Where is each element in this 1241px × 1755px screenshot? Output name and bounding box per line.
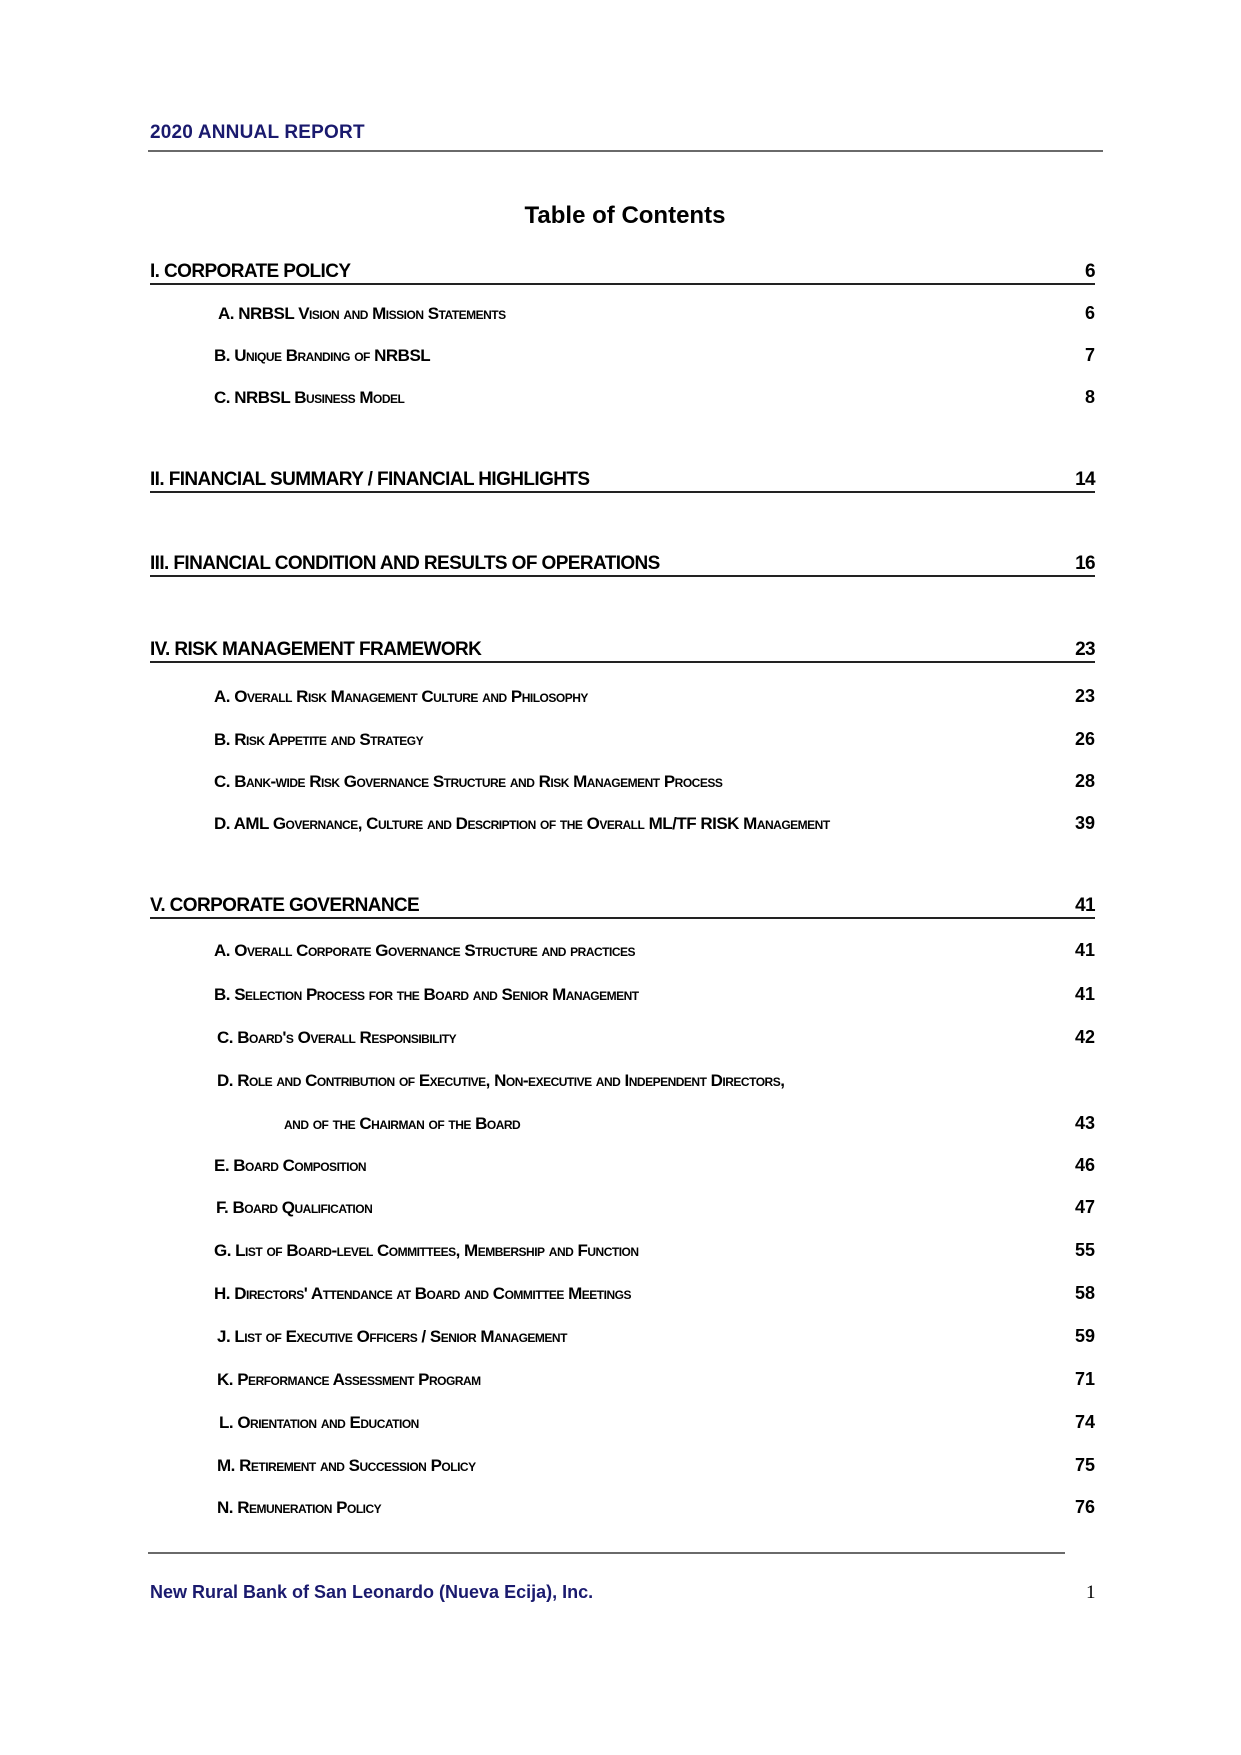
toc-section-label: I. CORPORATE POLICY (150, 261, 351, 282)
toc-entry-label: and of the Chairman of the Board (284, 1114, 521, 1133)
toc-heading-underline (150, 917, 1095, 919)
toc-section-page: 14 (1075, 469, 1095, 490)
toc-heading-underline (150, 283, 1095, 285)
header-divider (148, 150, 1103, 152)
toc-section-label: IV. RISK MANAGEMENT FRAMEWORK (150, 639, 482, 660)
toc-entry[interactable] (150, 1110, 1095, 1138)
footer-page-number: 1 (1086, 1582, 1096, 1603)
toc-entry-label: D. Role and Contribution of Executive, Non-executive and Independent Directors, (217, 1071, 785, 1090)
toc-entry[interactable] (150, 1494, 1095, 1522)
toc-entry-label: L. Orientation and Education (219, 1413, 419, 1432)
toc-entry-page: 39 (1074, 813, 1095, 833)
toc-entry[interactable] (150, 768, 1095, 796)
toc-entry-label: B. Unique Branding of NRBSL (214, 346, 431, 365)
toc-entry-label: K. Performance Assessment Program (217, 1370, 481, 1389)
toc-section-heading[interactable] (150, 636, 1095, 664)
toc-entry[interactable] (150, 1152, 1095, 1180)
toc-entry[interactable] (150, 726, 1095, 754)
toc-entry[interactable] (150, 1409, 1095, 1437)
toc-entry-label: D. AML Governance, Culture and Description of the Overall ML/TF RISK Management (214, 814, 830, 833)
toc-entry-label: A. Overall Corporate Governance Structure and practices (214, 941, 636, 960)
toc-entry[interactable] (150, 1280, 1095, 1308)
toc-entry-label: E. Board Composition (214, 1156, 367, 1175)
toc-section-label: II. FINANCIAL SUMMARY / FINANCIAL HIGHLIGHTS (150, 469, 590, 490)
toc-entry[interactable] (150, 1452, 1095, 1480)
toc-section-heading[interactable] (150, 550, 1095, 578)
toc-entry-label: M. Retirement and Succession Policy (217, 1456, 476, 1475)
toc-entry-label: J. List of Executive Officers / Senior Management (217, 1327, 567, 1346)
toc-section-label: III. FINANCIAL CONDITION AND RESULTS OF OPERATIONS (150, 553, 660, 574)
toc-entry[interactable] (150, 1237, 1095, 1265)
toc-section-page: 41 (1075, 895, 1095, 916)
toc-entry-page: 6 (1084, 303, 1095, 323)
toc-entry-label: B. Risk Appetite and Strategy (214, 730, 424, 749)
toc-entry[interactable] (150, 810, 1095, 838)
toc-entry-page: 7 (1084, 345, 1095, 365)
page-title: Table of Contents (524, 202, 726, 229)
toc-entry[interactable] (150, 342, 1095, 370)
toc-entry[interactable] (150, 1024, 1095, 1052)
toc-section-page: 23 (1075, 639, 1095, 660)
toc-entry-page: 74 (1074, 1412, 1095, 1432)
toc-entry-page: 59 (1074, 1326, 1095, 1346)
toc-entry-label: C. Bank-wide Risk Governance Structure and Risk Management Process (214, 772, 723, 791)
toc-entry[interactable] (150, 683, 1095, 711)
toc-entry-label: A. NRBSL Vision and Mission Statements (218, 304, 506, 323)
toc-entry[interactable] (150, 981, 1095, 1009)
toc-heading-underline (150, 491, 1095, 493)
toc-heading-underline (150, 575, 1095, 577)
toc-entry-label: B. Selection Process for the Board and Senior Management (214, 985, 639, 1004)
toc-entry-page: 46 (1074, 1155, 1095, 1175)
toc-entry-label: A. Overall Risk Management Culture and Philosophy (214, 687, 588, 706)
toc-section-page: 6 (1085, 261, 1095, 282)
toc-entry-page: 55 (1074, 1240, 1095, 1260)
toc-entry-page: 28 (1074, 771, 1095, 791)
toc-entry[interactable] (150, 1366, 1095, 1394)
toc-entry[interactable] (150, 300, 1095, 328)
toc-section-page: 16 (1075, 553, 1095, 574)
footer-organization: New Rural Bank of San Leonardo (Nueva Ecija), Inc. (150, 1582, 594, 1602)
toc-section-heading[interactable] (150, 466, 1095, 494)
toc-entry-page: 58 (1074, 1283, 1095, 1303)
toc-entry[interactable] (150, 384, 1095, 412)
toc-section-heading[interactable] (150, 258, 1095, 286)
toc-entry-label: G. List of Board-level Committees, Membership and Function (214, 1241, 639, 1260)
toc-entry-page: 43 (1074, 1113, 1095, 1133)
toc-entry-page: 75 (1074, 1455, 1095, 1475)
footer-divider (148, 1552, 1065, 1554)
toc-entry[interactable] (150, 1067, 1095, 1095)
toc-entry-page: 23 (1074, 686, 1095, 706)
toc-entry[interactable] (150, 937, 1095, 965)
toc-entry-page: 71 (1074, 1369, 1095, 1389)
toc-entry-page: 8 (1084, 387, 1095, 407)
toc-entry-label: H. Directors' Attendance at Board and Committee Meetings (214, 1284, 631, 1303)
toc-entry-page: 41 (1074, 984, 1095, 1004)
report-header-title: 2020 ANNUAL REPORT (150, 122, 365, 143)
toc-entry-page: 26 (1074, 729, 1095, 749)
toc-section-label: V. CORPORATE GOVERNANCE (150, 895, 420, 916)
toc-entry-page: 42 (1074, 1027, 1095, 1047)
toc-entry-page: 41 (1074, 940, 1095, 960)
toc-heading-underline (150, 661, 1095, 663)
toc-entry[interactable] (150, 1194, 1095, 1222)
toc-section-heading[interactable] (150, 892, 1095, 920)
toc-entry-page: 47 (1074, 1197, 1095, 1217)
toc-entry-label: N. Remuneration Policy (217, 1498, 382, 1517)
toc-entry-label: C. NRBSL Business Model (214, 388, 405, 407)
toc-entry-page: 76 (1074, 1497, 1095, 1517)
toc-entry-label: F. Board Qualification (216, 1198, 373, 1217)
toc-entry-label: C. Board's Overall Responsibility (217, 1028, 457, 1047)
toc-entry[interactable] (150, 1323, 1095, 1351)
